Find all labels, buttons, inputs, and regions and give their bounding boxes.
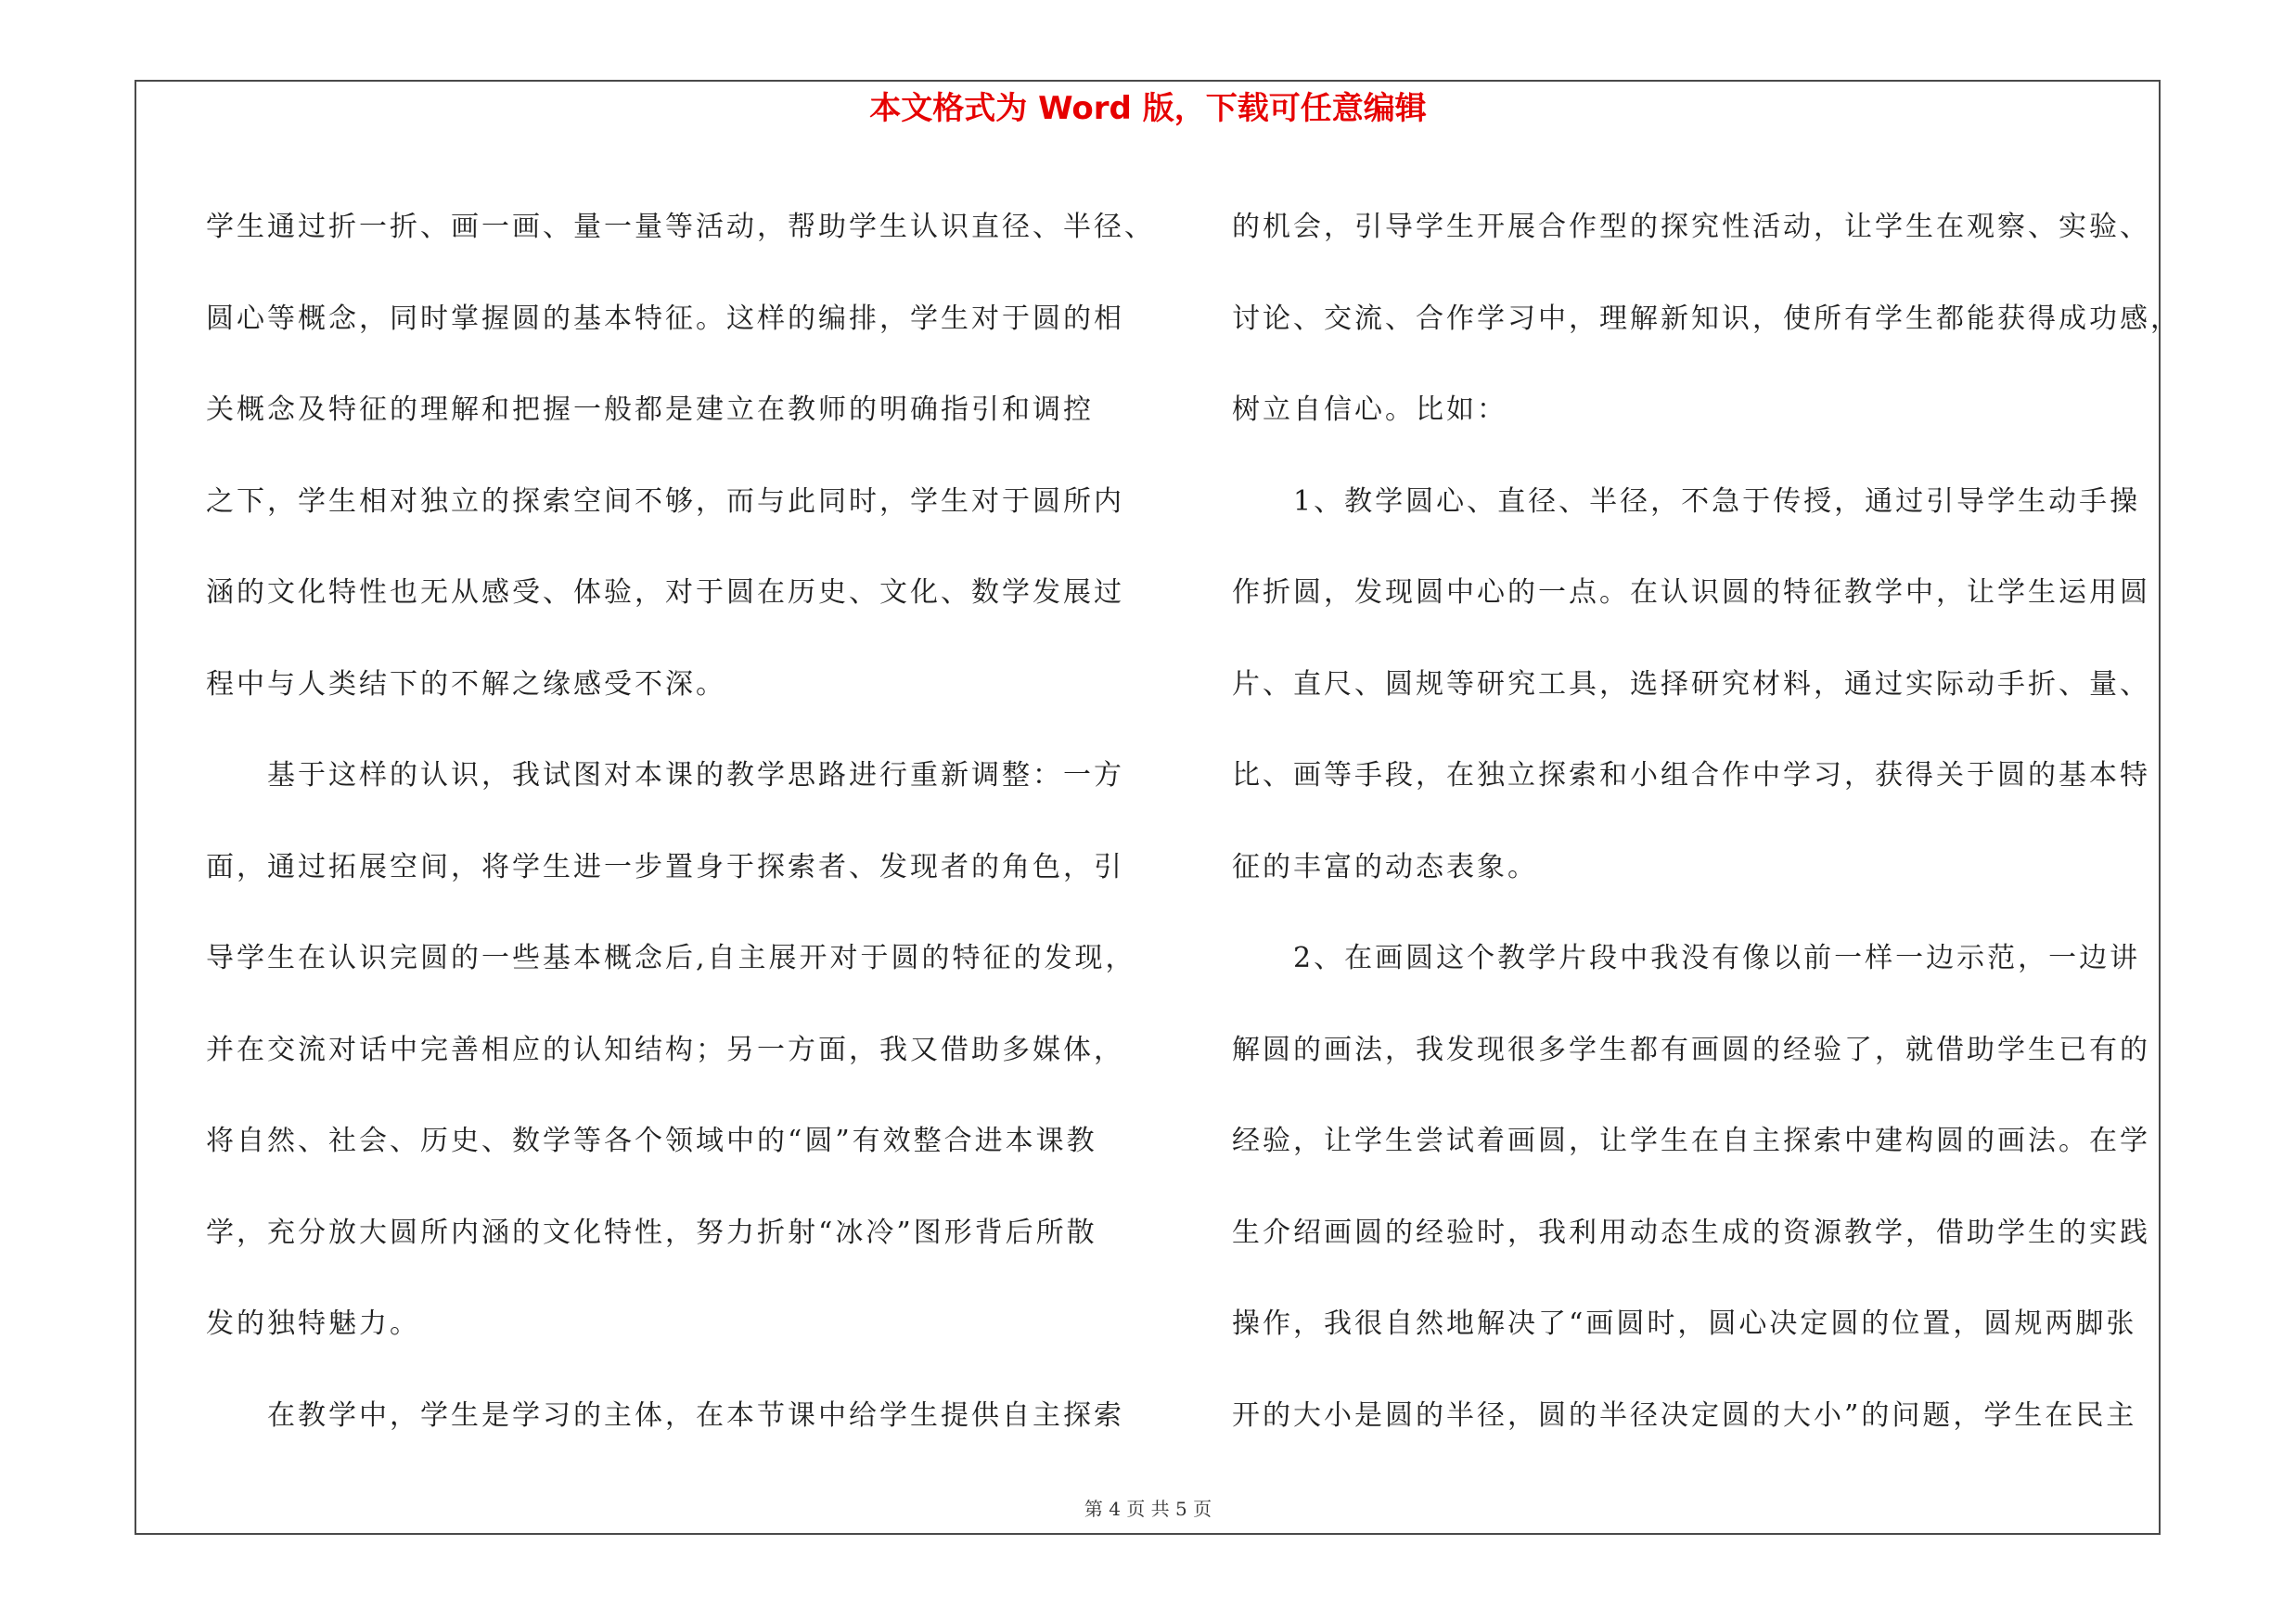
- text-line: 涵的文化特性也无从感受、体验，对于圆在历史、文化、数学发展过: [206, 576, 1124, 609]
- text-line: 树立自信心。比如：: [1232, 393, 1507, 426]
- text-line: 生介绍画圆的经验时，我利用动态生成的资源教学，借助学生的实践: [1232, 1216, 2150, 1249]
- text-line: 讨论、交流、合作学习中，理解新知识，使所有学生都能获得成功感，: [1232, 302, 2181, 335]
- text-line: 比、画等手段，在独立探索和小组合作中学习，获得关于圆的基本特: [1232, 759, 2150, 792]
- text-line: 关概念及特征的理解和把握一般都是建立在教师的明确指引和调控: [206, 393, 1094, 426]
- text-line: 征的丰富的动态表象。: [1232, 850, 1538, 883]
- left-text-column: [206, 182, 1161, 1462]
- text-line: 圆心等概念，同时掌握圆的基本特征。这样的编排，学生对于圆的相: [206, 302, 1124, 335]
- text-line: 程中与人类结下的不解之缘感受不深。: [206, 667, 726, 701]
- text-line: 2、在画圆这个教学片段中我没有像以前一样一边示范，一边讲: [1232, 942, 2141, 974]
- text-line: 基于这样的认识，我试图对本课的教学思路进行重新调整：一方: [206, 759, 1124, 792]
- text-line: 经验，让学生尝试着画圆，让学生在自主探索中建构圆的画法。在学: [1232, 1125, 2150, 1157]
- text-line: 开的大小是圆的半径，圆的半径决定圆的大小”的问题，学生在民主: [1232, 1398, 2137, 1432]
- text-line: 将自然、社会、历史、数学等各个领域中的“圆”有效整合进本课教: [206, 1125, 1097, 1157]
- page-number-footer: 第 4 页 共 5 页: [1084, 1498, 1212, 1520]
- text-line: 导学生在认识完圆的一些基本概念后,自主展开对于圆的特征的发现，: [206, 942, 1136, 974]
- text-line: 的机会，引导学生开展合作型的探究性活动，让学生在观察、实验、: [1232, 211, 2150, 243]
- text-line: 学，充分放大圆所内涵的文化特性，努力折射“冰冷”图形背后所散: [206, 1216, 1097, 1249]
- text-line: 发的独特魅力。: [206, 1307, 420, 1340]
- right-text-column: [1232, 182, 2181, 1462]
- text-line: 之下，学生相对独立的探索空间不够，而与此同时，学生对于圆所内: [206, 484, 1124, 518]
- text-line: 1、教学圆心、直径、半径，不急于传授，通过引导学生动手操: [1232, 484, 2141, 518]
- text-line: 操作，我很自然地解决了“画圆时，圆心决定圆的位置，圆规两脚张: [1232, 1307, 2137, 1340]
- text-line: 片、直尺、圆规等研究工具，选择研究材料，通过实际动手折、量、: [1232, 667, 2150, 701]
- text-line: 面，通过拓展空间，将学生进一步置身于探索者、发现者的角色，引: [206, 850, 1124, 883]
- text-line: 作折圆，发现圆中心的一点。在认识圆的特征教学中，让学生运用圆: [1232, 576, 2150, 609]
- text-line: 在教学中，学生是学习的主体，在本节课中给学生提供自主探索: [206, 1398, 1124, 1432]
- text-line: 并在交流对话中完善相应的认知结构；另一方面，我又借助多媒体，: [206, 1033, 1124, 1066]
- text-line: 学生通过折一折、画一画、量一量等活动，帮助学生认识直径、半径、: [206, 211, 1155, 243]
- text-line: 解圆的画法，我发现很多学生都有画圆的经验了，就借助学生已有的: [1232, 1033, 2150, 1066]
- format-notice-banner: 本文格式为 Word 版，下载可任意编辑: [869, 90, 1427, 127]
